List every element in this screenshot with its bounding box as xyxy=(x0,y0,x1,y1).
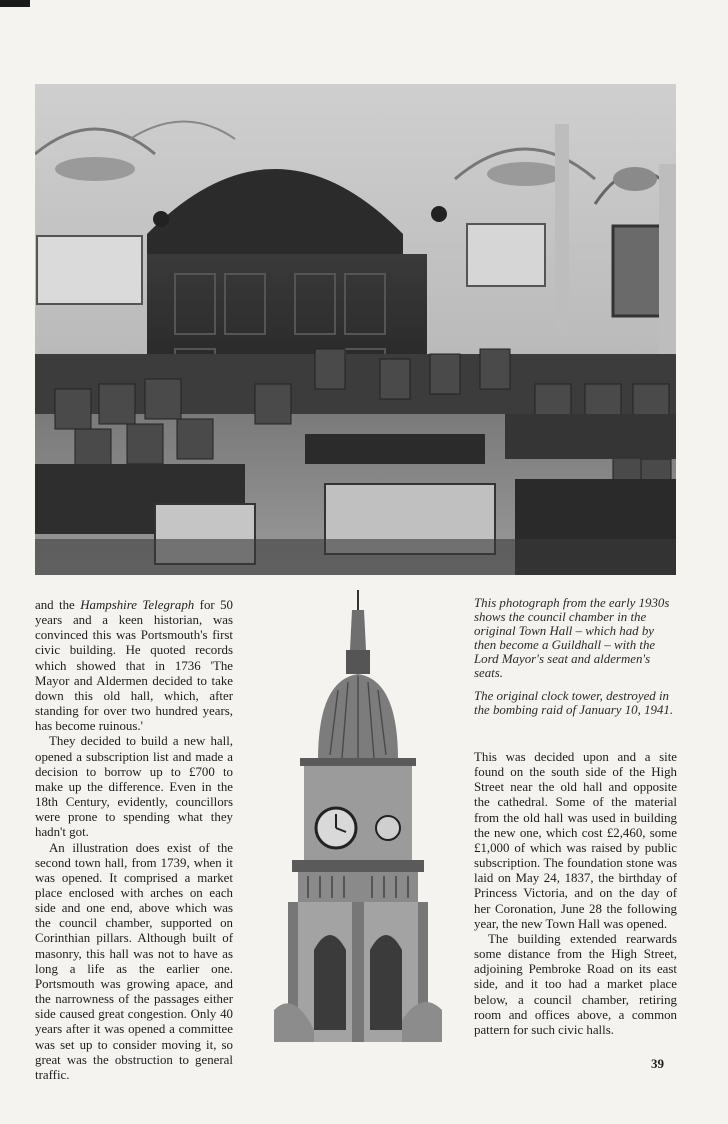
right-paragraph-2: The building extended rearwards some distance from the High Street, adjoining Pembroke Road on its east side, and it too had a market place below, a council chamber, retiring room and offices above, a common pattern for such civic halls. xyxy=(474,931,677,1037)
corner-mark xyxy=(0,0,30,7)
chamber-photo-caption: This photograph from the early 1930s shows the council chamber in the original Town Hall – which had by then become a Guildhall – with the Lord Mayor's seat and aldermen's seats. xyxy=(474,596,670,680)
tower-photo-caption: The original clock tower, destroyed in the bombing raid of January 10, 1941. xyxy=(474,689,674,717)
council-chamber-photo xyxy=(35,84,676,575)
right-text-column xyxy=(474,750,677,1038)
clock-tower-photo xyxy=(274,590,442,1042)
left-paragraph-2: They decided to build a new hall, opened a subscription list and made a decision to borrow up to £700 to make up the difference. Even in the 18th Century, evidently, councillors were prone to spending what they hadn't got. xyxy=(35,734,233,840)
left-paragraph-1: and the Hampshire Telegraph for 50 years and a keen historian, was convinced this was Portsmouth's first civic building. He quoted records which showed that in 1736 'The Mayor and Aldermen decided to take down this old hall, which, after standing for over two hundred years, has become ruinous.' xyxy=(35,598,234,734)
right-paragraph-1: This was decided upon and a site found on the south side of the High Street near the old hall and opposite the cathedral. Some of the material from the old hall was used in building the new one, which cost £2,460, some £1,000 of which was raised by public subscription. The foundation stone was laid on May 24, 1837, the birthday of Princess Victoria, and on the day of her Coronation, June 28 the following year, the new Town Hall was opened. xyxy=(474,750,677,931)
newspaper-title: Hampshire Telegraph xyxy=(80,598,195,612)
left-text-column xyxy=(35,598,233,1083)
page-number: 39 xyxy=(651,1056,664,1071)
left-paragraph-3: An illustration does exist of the second town hall, from 1739, when it was opened. It comprised a market place enclosed with arches on each side and one end, above which was the council chamber, supported on Corinthian pillars. Although built of masonry, this hall was not to have as long a life as the earlier one. Portsmouth was growing apace, and the narrowness of the passages either side caused great congestion. Only 40 years after it was opened a committee was set up to consider moving it, so great was the obstruction to general traffic. xyxy=(35,840,233,1082)
